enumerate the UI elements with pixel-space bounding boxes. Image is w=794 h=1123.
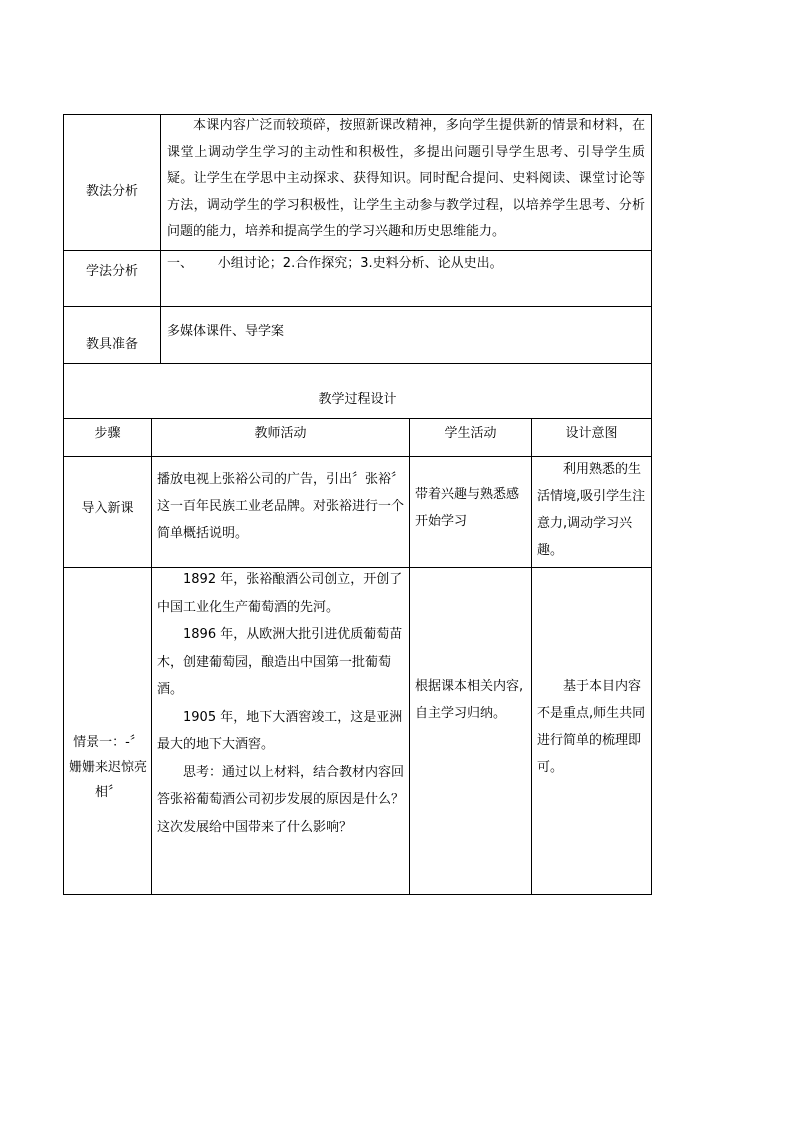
row1-teacher-activity: 播放电视上张裕公司的广告，引出〞张裕〞这一百年民族工业老品牌。对张裕进行一个简单概括说明。 bbox=[157, 472, 405, 541]
teacher-paragraph: 思考：通过以上材料，结合教材内容回答张裕葡萄酒公司初步发展的原因是什么？这次发展给中国带来了什么影响？ bbox=[157, 764, 405, 835]
header-student-activity: 学生活动 bbox=[444, 426, 497, 441]
row1-step: 导入新课 bbox=[81, 501, 134, 516]
row2-teacher-activity bbox=[157, 566, 405, 841]
materials-content: 多媒体课件、导学案 bbox=[167, 324, 285, 339]
header-step: 步骤 bbox=[94, 426, 121, 441]
row1-student-activity: 带着兴趣与熟悉感开始学习 bbox=[415, 487, 520, 529]
learning-analysis-content: 一、 小组讨论；2.合作探究；3.史料分析、论从史出。 bbox=[167, 256, 503, 271]
teacher-paragraph: 1896 年，从欧洲大批引进优质葡萄苗木，创建葡萄园，酿造出中国第一批葡萄酒。 bbox=[157, 627, 403, 697]
method-analysis-content: 本课内容广泛而较琐碎，按照新课改精神，多向学生提供新的情景和材料，在课堂上调动学生学习的主动性和积极性，多提出问题引导学生思考、引导学生质疑。让学生在学思中主动探求、获得知识。同时配合提问、史料阅读、课堂讨论等方法，调动学生的学习积极性，让学生主动参与教学过程，以培养学生思考、分析问题的能力，培养和提高学生的学习兴趣和历史思维能力。 bbox=[167, 118, 645, 239]
row1-design-intent: 利用熟悉的生活情境,吸引学生注意力,调动学习兴趣。 bbox=[537, 462, 646, 558]
table-border bbox=[409, 418, 410, 894]
row2-design-intent: 基于本目内容不是重点,师生共同进行简单的梳理即可。 bbox=[537, 679, 646, 775]
table-border bbox=[63, 250, 652, 251]
table-border bbox=[63, 363, 652, 364]
row2-student-activity: 根据课本相关内容,自主学习归纳。 bbox=[415, 679, 524, 721]
teacher-paragraph: 1892 年，张裕酿酒公司创立，开创了中国工业化生产葡萄酒的先河。 bbox=[157, 572, 403, 615]
process-title: 教学过程设计 bbox=[318, 392, 397, 407]
materials-label: 教具准备 bbox=[85, 337, 138, 352]
table-border bbox=[63, 306, 652, 307]
header-design-intent: 设计意图 bbox=[565, 426, 618, 441]
table-border bbox=[151, 418, 152, 894]
row2-step: 情景一：-〞姗姗来迟惊亮相〞 bbox=[68, 735, 147, 800]
table-border bbox=[531, 418, 532, 894]
method-analysis-label: 教法分析 bbox=[85, 184, 138, 199]
table-border bbox=[651, 114, 652, 895]
header-teacher-activity: 教师活动 bbox=[254, 426, 307, 441]
table-border bbox=[160, 114, 161, 363]
teacher-paragraph: 1905 年，地下大酒窖竣工，这是亚洲最大的地下大酒窖。 bbox=[157, 709, 403, 752]
table-border bbox=[63, 894, 652, 895]
learning-analysis-label: 学法分析 bbox=[85, 264, 138, 279]
